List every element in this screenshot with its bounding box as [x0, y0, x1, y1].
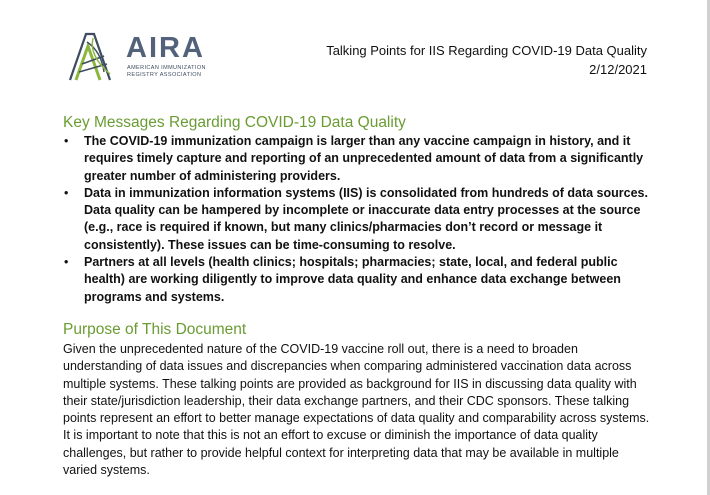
list-item: [63, 133, 653, 185]
bullet-text: Data in immunization information systems (IIS) is consolidated from hundreds of data sources. Data quality can be hampered by incomplete or inaccurate data entry processes at the source (e.g., race is required if known, but many clinics/pharmacies don’t record or message it consistently). These issues can be time-consuming to resolve.: [84, 185, 648, 252]
list-item: [63, 185, 653, 254]
bullet-icon: •: [64, 255, 69, 270]
purpose-paragraph: Given the unprecedented nature of the COVID-19 vaccine roll out, there is a need to broaden understanding of data issues and discrepancies when comparing administered vaccination data across multiple systems. These talking points are provided as background for IIS in discussing data quality with their state/jurisdiction leadership, their data exchange partners, and their CDC sponsors. These talking points represent an effort to better manage expectations of data quality and comparability across systems. It is important to note that this is not an effort to excuse or diminish the importance of data quality challenges, but rather to provide helpful context for interpreting data that may be available in multiple varied systems.: [63, 342, 650, 478]
document-header: [0, 0, 710, 100]
logo-wordmark: AIRA: [126, 32, 205, 64]
aira-logo-mark-icon: [66, 28, 124, 86]
document-title: Talking Points for IIS Regarding COVID-19 Data Quality: [326, 43, 647, 58]
bullet-text: The COVID-19 immunization campaign is larger than any vaccine campaign in history, and it requires timely capture and reporting of an unprecedented amount of data from a significantly greater number of administering providers.: [84, 134, 644, 183]
bullet-icon: •: [64, 134, 69, 148]
bullet-text: Partners at all levels (health clinics; hospitals; pharmacies; state, local, and federal public health) are working diligently to improve data quality and enhance data exchange between programs and systems.: [84, 255, 621, 304]
document-date: 2/12/2021: [589, 62, 647, 77]
key-messages-list: [63, 133, 653, 306]
purpose-heading: Purpose of This Document: [63, 321, 247, 338]
list-item: [63, 254, 653, 306]
aira-logo: [66, 28, 216, 86]
key-messages-heading: Key Messages Regarding COVID-19 Data Quality: [63, 114, 406, 131]
bullet-icon: •: [64, 185, 69, 200]
logo-subtitle: AMERICAN IMMUNIZATION REGISTRY ASSOCIATION: [127, 65, 206, 78]
